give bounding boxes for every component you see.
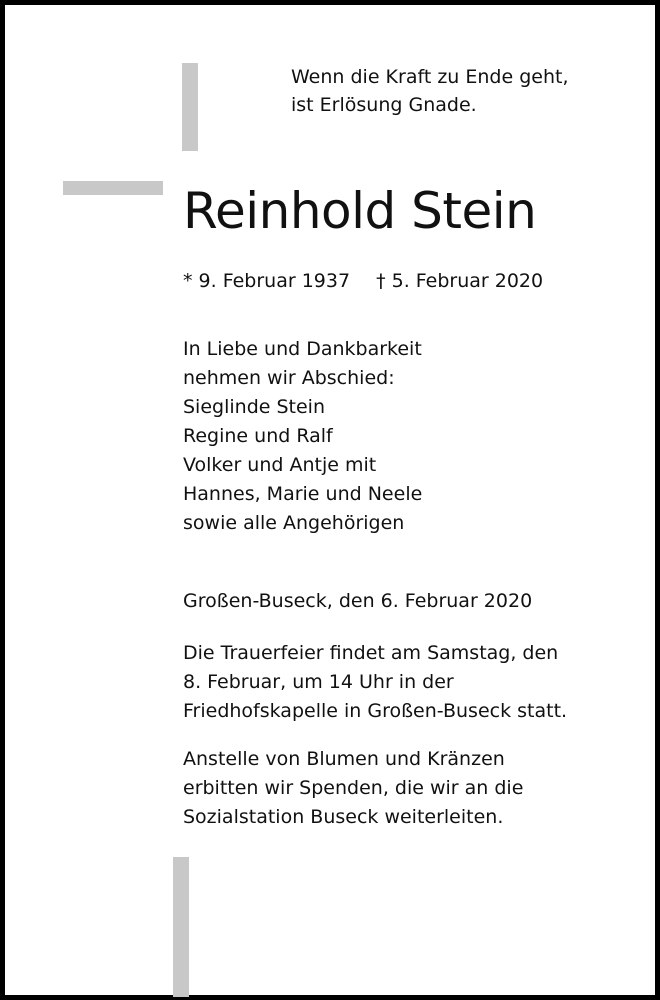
donation-line: Sozialstation Buseck weiterleiten. — [183, 806, 504, 828]
family-line: Sieglinde Stein — [183, 396, 325, 418]
donation-line: erbitten wir Spenden, die wir an die — [183, 777, 524, 799]
ceremony-line: 8. Februar, um 14 Uhr in der — [183, 671, 454, 693]
family-line: Hannes, Marie und Neele — [183, 483, 423, 505]
deceased-name: Reinhold Stein — [183, 182, 537, 240]
motto-line: Wenn die Kraft zu Ende geht, — [291, 66, 569, 88]
funeral-ceremony-info — [183, 639, 567, 726]
family-line: nehmen wir Abschied: — [183, 367, 395, 389]
family-line: In Liebe und Dankbarkeit — [183, 338, 422, 360]
motto-line: ist Erlösung Gnade. — [291, 94, 477, 116]
motto — [291, 63, 569, 119]
donation-line: Anstelle von Blumen und Kränzen — [183, 748, 505, 770]
family-line: Regine und Ralf — [183, 425, 333, 447]
life-dates — [183, 267, 543, 296]
birth-date: * 9. Februar 1937 — [183, 270, 351, 292]
family-line: Volker und Antje mit — [183, 454, 377, 476]
donation-request — [183, 745, 523, 832]
cross-lower-beam — [173, 857, 189, 997]
death-date: † 5. Februar 2020 — [376, 270, 544, 292]
ceremony-line: Friedhofskapelle in Großen-Buseck statt. — [183, 700, 568, 722]
family-line: sowie alle Angehörigen — [183, 512, 405, 534]
cross-upper-beam — [182, 63, 198, 151]
place-and-date: Großen-Buseck, den 6. Februar 2020 — [183, 590, 533, 612]
ceremony-line: Die Trauerfeier findet am Samstag, den — [183, 642, 559, 664]
family-mourners — [183, 335, 422, 538]
cross-horizontal-beam — [63, 181, 163, 195]
